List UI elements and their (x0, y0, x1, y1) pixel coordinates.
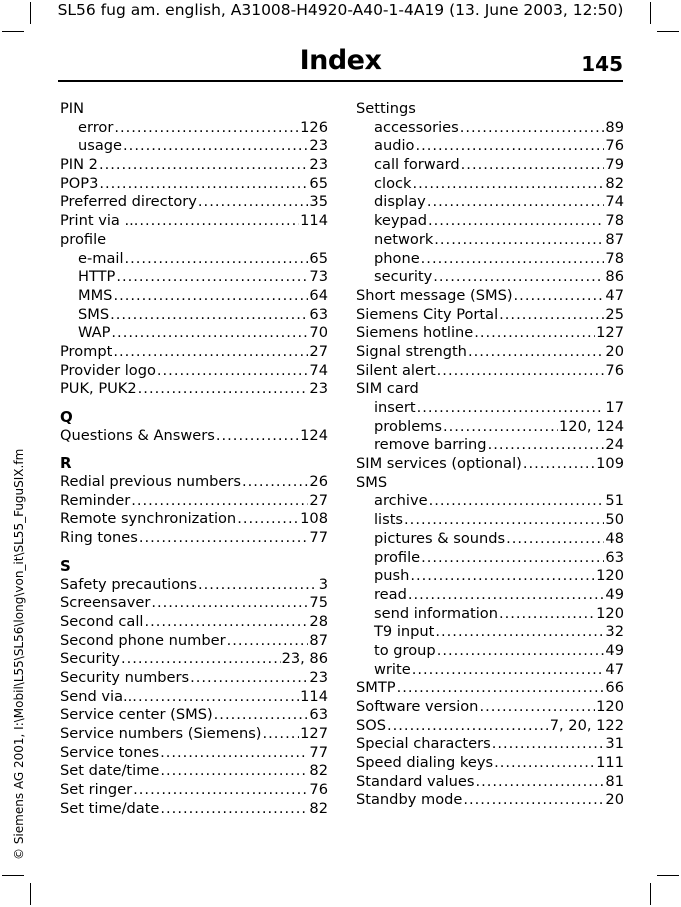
title-rule (58, 80, 623, 82)
index-entry: Set ringer ..... 76 (60, 781, 328, 800)
index-entry: call forward ..... 79 (356, 156, 624, 175)
index-entry: Prompt ..... 27 (60, 343, 328, 362)
index-entry: Silent alert ..... 76 (356, 362, 624, 381)
index-column-left (60, 100, 328, 818)
index-entry: write ..... 47 (356, 661, 624, 680)
index-entry: Security ..... 23, 86 (60, 650, 328, 669)
crop-mark (2, 31, 24, 32)
index-entry: POP3 ..... 65 (60, 175, 328, 194)
index-entry: read ..... 49 (356, 586, 624, 605)
index-entry: Screensaver ..... 75 (60, 594, 328, 613)
index-entry: Service tones ..... 77 (60, 744, 328, 763)
index-entry: usage ..... 23 (60, 137, 328, 156)
index-entry: phone ..... 78 (356, 250, 624, 269)
crop-mark (657, 875, 679, 876)
index-entry: Remote synchronization ..... 108 (60, 510, 328, 529)
index-entry: Siemens City Portal ..... 25 (356, 306, 624, 325)
index-letter-heading: Q (60, 408, 73, 426)
index-entry: PIN (60, 100, 85, 117)
index-entry: security ..... 86 (356, 268, 624, 287)
index-entry: lists ..... 50 (356, 511, 624, 530)
index-entry: SIM card (356, 380, 419, 398)
index-entry: profile (60, 230, 107, 248)
index-entry: Security numbers ..... 23 (60, 669, 328, 688)
index-entry: Standby mode ..... 20 (356, 791, 624, 810)
index-entry: Second call ..... 28 (60, 613, 328, 632)
index-entry: Settings (356, 100, 416, 117)
page-title: Index (299, 45, 382, 76)
index-entry: Service numbers (Siemens) ..... 127 (60, 725, 328, 744)
index-entry: send information ..... 120 (356, 605, 624, 624)
index-entry: Short message (SMS) ..... 47 (356, 287, 624, 306)
index-entry: SIM services (optional) ..... 109 (356, 455, 624, 474)
index-entry: to group ..... 49 (356, 642, 624, 661)
index-entry: Questions & Answers ..... 124 (60, 427, 328, 446)
crop-mark (30, 883, 31, 905)
index-entry: Second phone number ..... 87 (60, 632, 328, 651)
index-entry: SOS ..... 7, 20, 122 (356, 717, 624, 736)
index-entry: push ..... 120 (356, 567, 624, 586)
index-entry: clock ..... 82 (356, 175, 624, 194)
index-entry: Ring tones ..... 77 (60, 529, 328, 548)
index-entry: SMS (356, 473, 388, 491)
index-entry: remove barring ..... 24 (356, 436, 624, 455)
index-entry: WAP ..... 70 (60, 324, 328, 343)
index-entry: display ..... 74 (356, 193, 624, 212)
index-entry: Speed dialing keys ..... 111 (356, 754, 624, 773)
index-entry: SMS ..... 63 (60, 306, 328, 325)
index-entry: Print via ... ..... 114 (60, 212, 328, 231)
document-header: SL56 fug am. english, A31008-H4920-A40-1-4A19 (13. June 2003, 12:50) (57, 1, 624, 19)
index-entry: T9 input ..... 32 (356, 623, 624, 642)
index-entry: accessories ..... 89 (356, 119, 624, 138)
index-entry: Set date/time ..... 82 (60, 762, 328, 781)
index-entry: Send via... ..... 114 (60, 688, 328, 707)
index-column-right (356, 100, 624, 810)
index-entry: Preferred directory ..... 35 (60, 193, 328, 212)
index-entry: Special characters ..... 31 (356, 735, 624, 754)
index-entry: Provider logo ..... 74 (60, 362, 328, 381)
index-entry: audio ..... 76 (356, 137, 624, 156)
crop-mark (2, 875, 24, 876)
index-entry: MMS ..... 64 (60, 287, 328, 306)
index-entry: pictures & sounds ..... 48 (356, 530, 624, 549)
index-entry: keypad ..... 78 (356, 212, 624, 231)
index-entry: Signal strength ..... 20 (356, 343, 624, 362)
index-entry: Standard values ..... 81 (356, 773, 624, 792)
index-entry: network ..... 87 (356, 231, 624, 250)
index-entry: error ..... 126 (60, 119, 328, 138)
index-letter-heading: S (60, 556, 71, 575)
index-entry: problems ..... 120, 124 (356, 418, 624, 437)
index-entry: e-mail ..... 65 (60, 250, 328, 269)
index-entry: Set time/date ..... 82 (60, 800, 328, 819)
index-entry: Redial previous numbers ..... 26 (60, 473, 328, 492)
index-entry: SMTP ..... 66 (356, 679, 624, 698)
page-number: 145 (581, 52, 623, 76)
copyright-text: © Siemens AG 2001, I:\Mobil\L55\SL56\long\von_it\SL55_FuguSIX.fm (12, 448, 26, 860)
index-entry: Siemens hotline ..... 127 (356, 324, 624, 343)
index-entry: Reminder ..... 27 (60, 492, 328, 511)
index-entry: Software version ..... 120 (356, 698, 624, 717)
index-entry: archive ..... 51 (356, 492, 624, 511)
crop-mark (650, 883, 651, 905)
index-entry: HTTP ..... 73 (60, 268, 328, 287)
index-entry: profile ..... 63 (356, 549, 624, 568)
index-letter-heading: R (60, 454, 72, 473)
index-entry: insert ..... 17 (356, 399, 624, 418)
index-entry: PIN 2 ..... 23 (60, 156, 328, 175)
index-entry: Safety precautions ..... 3 (60, 576, 328, 595)
copyright-side-text (11, 400, 29, 860)
index-entry: PUK, PUK2 ..... 23 (60, 380, 328, 399)
index-entry: Service center (SMS) ..... 63 (60, 706, 328, 725)
crop-mark (657, 31, 679, 32)
